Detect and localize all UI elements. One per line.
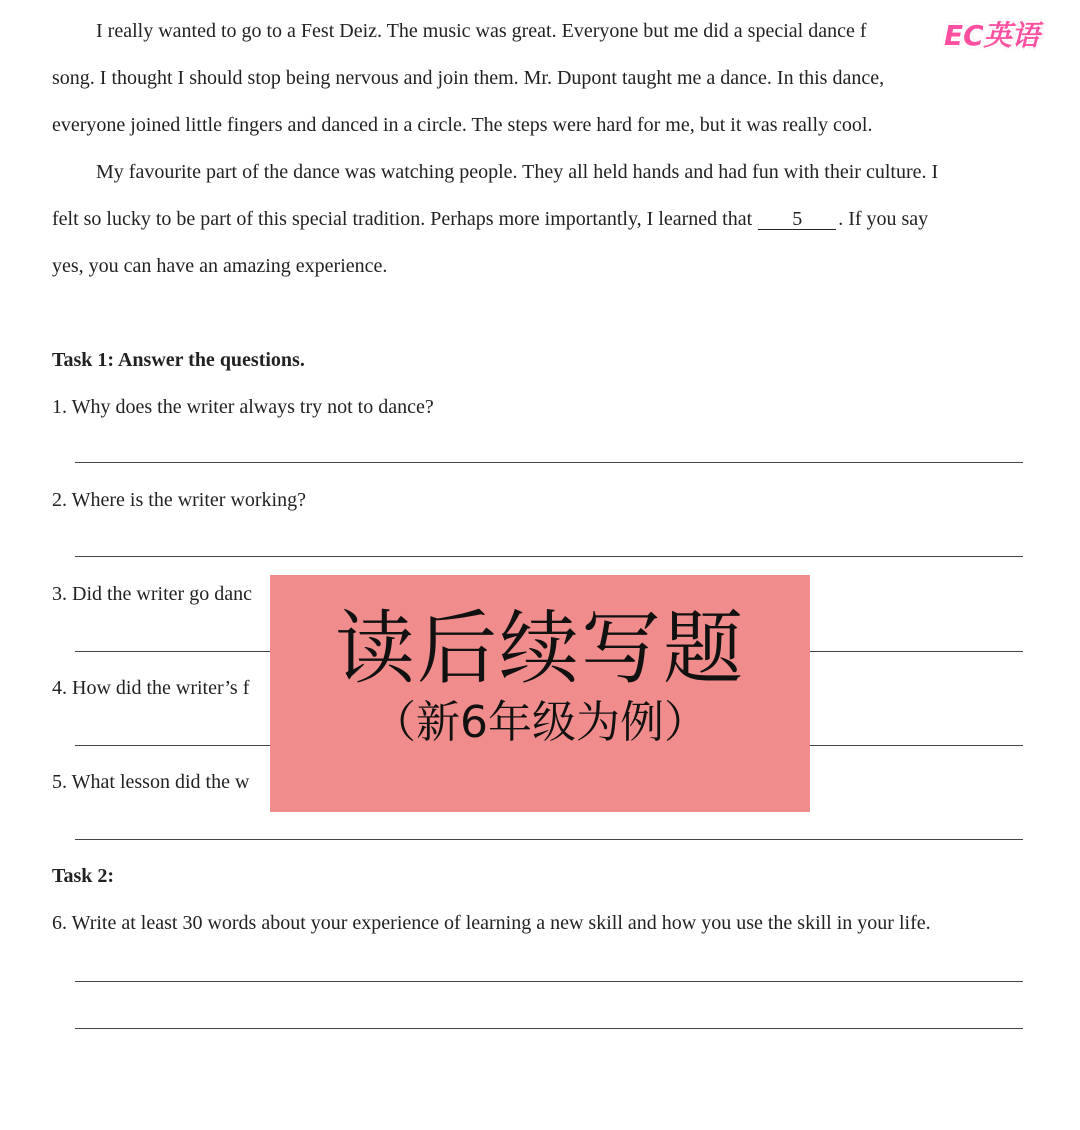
answer-line-2[interactable] bbox=[75, 556, 1023, 557]
question-3: 3. Did the writer go danc bbox=[52, 583, 252, 605]
task2-heading: Task 2: bbox=[52, 865, 115, 887]
passage-line-1: I really wanted to go to a Fest Deiz. The music was great. Everyone but me did a special dance f bbox=[96, 20, 867, 42]
blank-5: 5 bbox=[758, 209, 836, 230]
task1-heading: Task 1: Answer the questions. bbox=[52, 349, 305, 371]
passage-line-5 bbox=[52, 207, 928, 231]
answer-line-6a[interactable] bbox=[75, 981, 1023, 982]
question-1: 1. Why does the writer always try not to dance? bbox=[52, 396, 434, 418]
passage-line-3: everyone joined little fingers and danced in a circle. The steps were hard for me, but it was really cool. bbox=[52, 114, 873, 136]
overlay-title: 读后续写题 bbox=[335, 602, 745, 695]
question-6: 6. Write at least 30 words about your experience of learning a new skill and how you use the skill in your life. bbox=[52, 912, 931, 934]
question-5: 5. What lesson did the w bbox=[52, 771, 250, 793]
question-2: 2. Where is the writer working? bbox=[52, 489, 306, 511]
answer-line-1[interactable] bbox=[75, 462, 1023, 463]
answer-line-6b[interactable] bbox=[75, 1028, 1023, 1029]
question-4: 4. How did the writer’s f bbox=[52, 677, 250, 699]
passage-line-5-text: felt so lucky to be part of this special tradition. Perhaps more importantly, I learned that bbox=[52, 208, 753, 230]
title-overlay-banner bbox=[270, 575, 810, 812]
passage-line-5-tail: . If you say bbox=[838, 208, 929, 230]
passage-line-6: yes, you can have an amazing experience. bbox=[52, 255, 388, 277]
answer-line-5[interactable] bbox=[75, 839, 1023, 840]
passage-line-2: song. I thought I should stop being nervous and join them. Mr. Dupont taught me a dance. In this dance, bbox=[52, 67, 885, 89]
passage-line-4: My favourite part of the dance was watching people. They all held hands and had fun with their culture. I bbox=[96, 161, 939, 183]
overlay-subtitle: （新6年级为例） bbox=[372, 697, 708, 748]
ec-english-logo: EC英语 bbox=[944, 19, 1040, 52]
